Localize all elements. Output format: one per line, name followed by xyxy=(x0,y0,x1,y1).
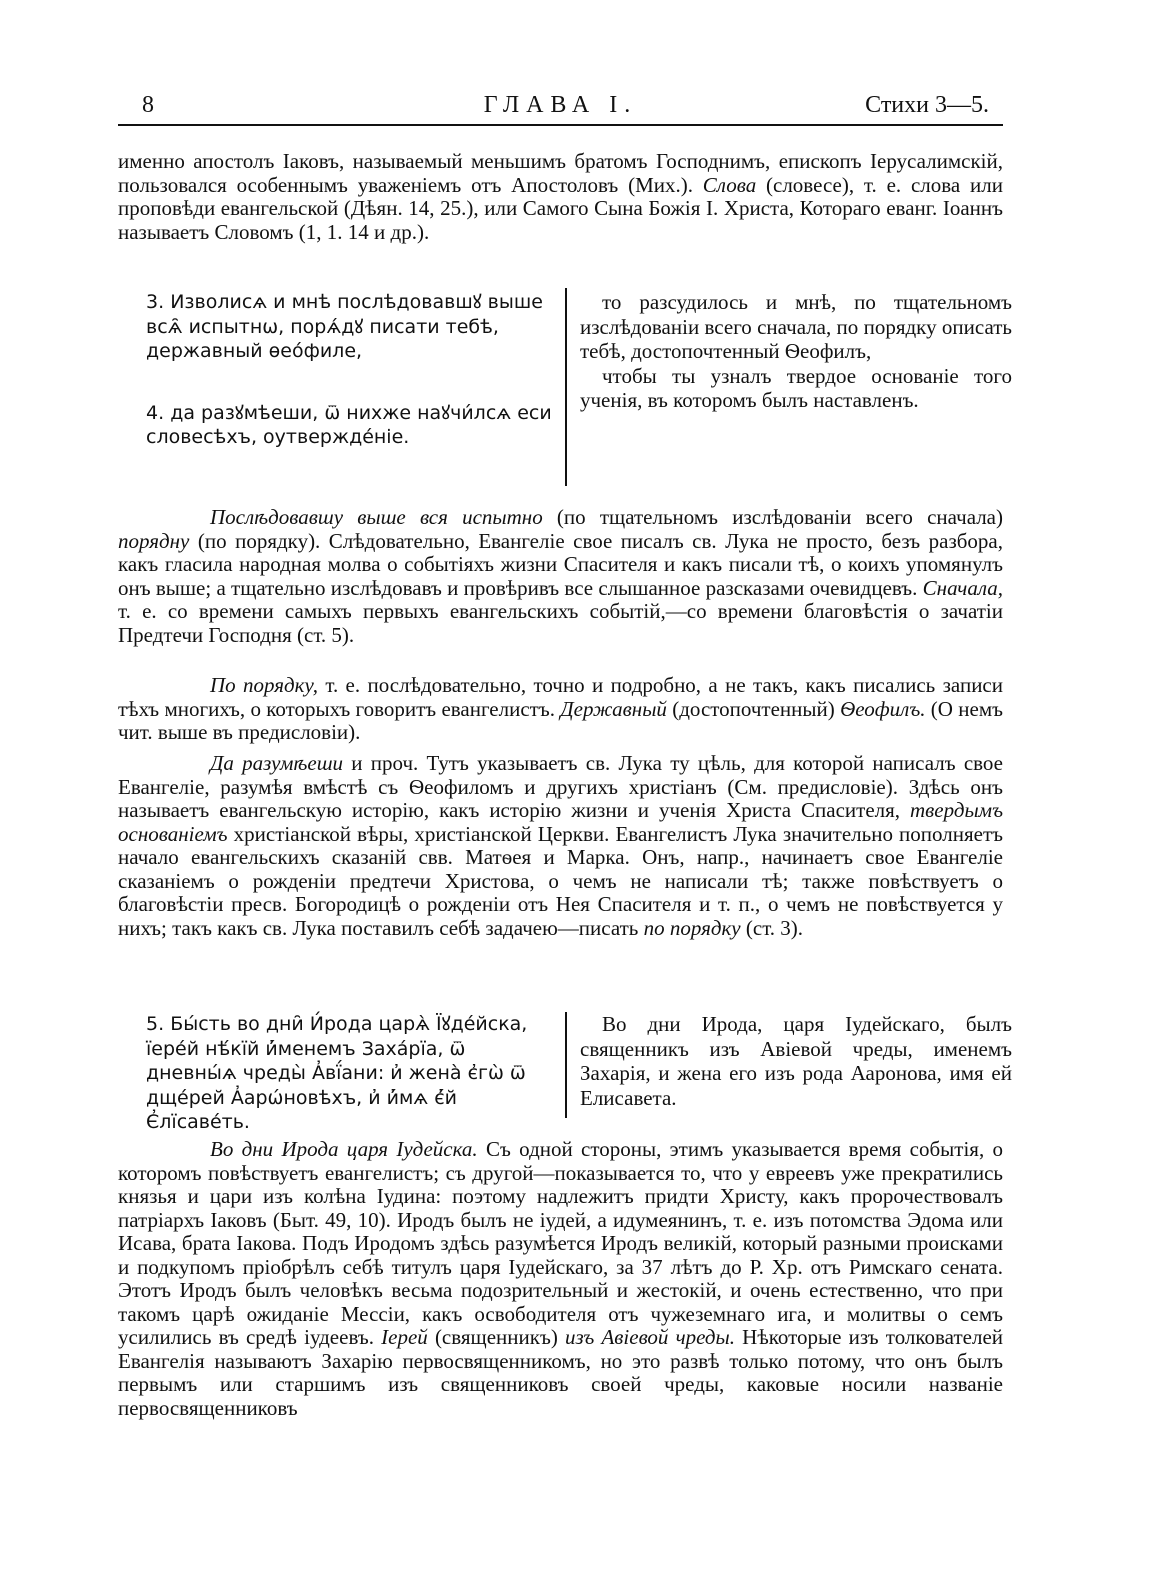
italic-run: порядну xyxy=(118,528,190,553)
italic-run: изъ Авіевой чреды. xyxy=(564,1325,735,1349)
column-divider xyxy=(565,288,567,486)
slavonic-column-v5 xyxy=(146,1012,554,1135)
italic-run: Іерей xyxy=(381,1325,428,1349)
verse-4-russian: чтобы ты узналъ твердое основаніе того ученія, въ которомъ былъ наставленъ. xyxy=(580,363,1012,412)
italic-run: Державный xyxy=(560,696,667,721)
text-run: т. е. со времени самыхъ первыхъ евангельскихъ событій,—со времени благовѣстія о зачатіи Предтечи Господня (ст. 5). xyxy=(118,599,1003,647)
italic-run: Сначала, xyxy=(922,575,1003,600)
verse-number: 5. xyxy=(146,1013,165,1035)
verse-5-slavonic xyxy=(146,1012,554,1135)
commentary-paragraph-3 xyxy=(118,752,1003,940)
text-run: т. е. послѣдовательно, точно и подробно, а не такъ, какъ писались записи тѣхъ многихъ, о которыхъ говоритъ евангелистъ. xyxy=(118,673,1003,721)
text-run: Съ одной стороны, этимъ указывается время событія, о которомъ повѣствуетъ евангелистъ; съ другой—показывается то, что у евреевъ уже прекратились князья и цари изъ колѣна Іудина: поэтому надлежитъ придти Христу, какъ пророчествовалъ патріархъ Іаковъ (Быт. 49, 10). Иродъ былъ не іудей, а идумеянинъ, т. е. изъ потомства Эдома или Исава, брата Іакова. Подъ Иродомъ здѣсь разумѣется Иродъ великій, который разными происками и подкупомъ пріобрѣлъ себѣ титулъ царя Іудейскаго, за 37 лѣтъ до Р. Хр. отъ Римскаго сената. Этотъ Иродъ былъ человѣкъ весьма подозрительный и жестокій, и очень естественно, что при такомъ царѣ ожиданіе Мессіи, какъ освободителя отъ чужеземнаго ига, и молитвы о семъ усилились въ средѣ іудеевъ. xyxy=(118,1137,1003,1349)
verse-text: Бы́сть во дни̑ И́рода царѧ̀ Їꙋде́йска, їере́й нѣ́кїй и҆́менемъ Заха́рїа, ѿ дневны́ѧ чреды̀ А҆вї́ани: и҆ жена̀ є҆гѡ̀ ѿ дще́рей А҆арѡ́новѣхъ, и҆ и҆́мѧ є҆́й Є҆лїсаве́ть. xyxy=(146,1013,528,1133)
verse-3-slavonic xyxy=(146,290,554,364)
italic-run: По порядку, xyxy=(210,673,318,697)
verse-text: Изволисѧ и мнѣ послѣдовавшꙋ выше всѧ̑ испытнѡ, порѧ́дꙋ писати тебѣ, державный ѳео́филе, xyxy=(146,291,543,362)
italic-run: Ѳеофилъ. xyxy=(840,696,926,721)
slavonic-column-v3-4 xyxy=(146,290,554,450)
commentary-paragraph-4 xyxy=(118,1138,1003,1420)
text-run: (священникъ) xyxy=(427,1325,565,1349)
intro-paragraph xyxy=(118,150,1003,244)
verse-text: да разꙋмѣеши, ѿ нихже наꙋчи́лсѧ еси словесѣхъ, оутвержде́ніе. xyxy=(146,401,552,448)
italic-run: Слова xyxy=(702,172,757,197)
russian-column-v3-4 xyxy=(580,290,1012,413)
text-run: (словесе), т. е. слова или проповѣди евангельской (Дѣян. 14, 25.), или Самого Сына Божія І. Христа, Котораго еванг. Іоаннъ называетъ Словомъ (1, 1. 14 и др.). xyxy=(118,172,1003,244)
text-run: (ст. 3). xyxy=(740,915,804,940)
verse-5-russian: Во дни Ирода, царя Іудейскаго, былъ священникъ изъ Авіевой чреды, именемъ Захарія, и жена его изъ рода Ааронова, имя ей Елисавета. xyxy=(580,1012,1012,1110)
italic-run: Да разумѣеши xyxy=(210,751,344,775)
italic-run: твердымъ основаніемъ xyxy=(118,798,1003,846)
italic-run: Послѣдовавшу выше вся испытно xyxy=(210,505,543,529)
text-run: христіанской вѣры, христіанской Церкви. Евангелистъ Лука значительно пополняетъ начало евангельскихъ сказаній свв. Матѳея и Марка. Онъ, напр., начинаетъ свое Евангеліе сказаніемъ о рожденіи предтечи Христова, о чемъ не написали тѣ; также повѣствуетъ о благовѣстіи пресв. Богородицѣ о рожденіи отъ Нея Спасителя и т. п., о чемъ не повѣствуется у нихъ; такъ какъ св. Лука поставилъ себѣ задачею—писать xyxy=(118,821,1003,940)
text-run: (по порядку). Слѣдовательно, Евангеліе свое писалъ св. Лука не просто, безъ разбора, какъ гласила народная молва о событіяхъ жизни Спасителя и какъ писали тѣ, о коихъ упомянулъ онъ выше; а тщательно изслѣдовавъ и провѣривъ все слышанное разсказами очевидцевъ. xyxy=(118,528,1003,600)
italic-run: по порядку xyxy=(643,915,741,940)
italic-run: Во дни Ирода царя Іудейска. xyxy=(210,1137,478,1161)
chapter-title: ГЛАВА I. xyxy=(483,92,638,118)
text-run: Нѣкоторые изъ толкователей Евангелія называютъ Захарію первосвященникомъ, но это развѣ только потому, что онъ былъ первымъ или старшимъ изъ священниковъ своей чреды, каковые носили названіе первосвященниковъ xyxy=(118,1325,1003,1420)
russian-column-v5 xyxy=(580,1012,1012,1110)
page-number: 8 xyxy=(142,92,154,118)
verse-range: Стихи 3—5. xyxy=(865,92,989,118)
text-run: (по тщательномъ изслѣдованіи всего сначала) xyxy=(542,505,1003,529)
verse-4-slavonic xyxy=(146,401,554,450)
verse-3-russian: то разсудилось и мнѣ, по тщательномъ изслѣдованіи всего сначала, по порядку описать тебѣ, достопочтенный Ѳеофилъ, xyxy=(580,290,1012,363)
verse-number: 4. xyxy=(146,401,165,424)
commentary-paragraph-1 xyxy=(118,506,1003,647)
text-run: (О немъ чит. выше въ предисловіи). xyxy=(118,696,1003,744)
running-header xyxy=(118,90,1003,126)
text-run: и проч. Тутъ указываетъ св. Лука ту цѣль, для которой написалъ свое Евангеліе, разумѣя вмѣстѣ съ Ѳеофиломъ и другихъ христіанъ (См. предисловіе). Здѣсь онъ называетъ евангельскую исторію, какъ исторію жизни и ученія Христа Спасителя, xyxy=(118,751,1003,822)
text-run: (достопочтенный) xyxy=(666,696,841,721)
column-divider xyxy=(565,1012,567,1118)
text-run: именно апостолъ Іаковъ, называемый меньшимъ братомъ Господнимъ, епископъ Іерусалимскій, пользовался особеннымъ уваженіемъ отъ Апостоловъ (Мих.). xyxy=(118,149,1003,197)
commentary-paragraph-2 xyxy=(118,674,1003,745)
verse-number: 3. xyxy=(146,291,165,313)
